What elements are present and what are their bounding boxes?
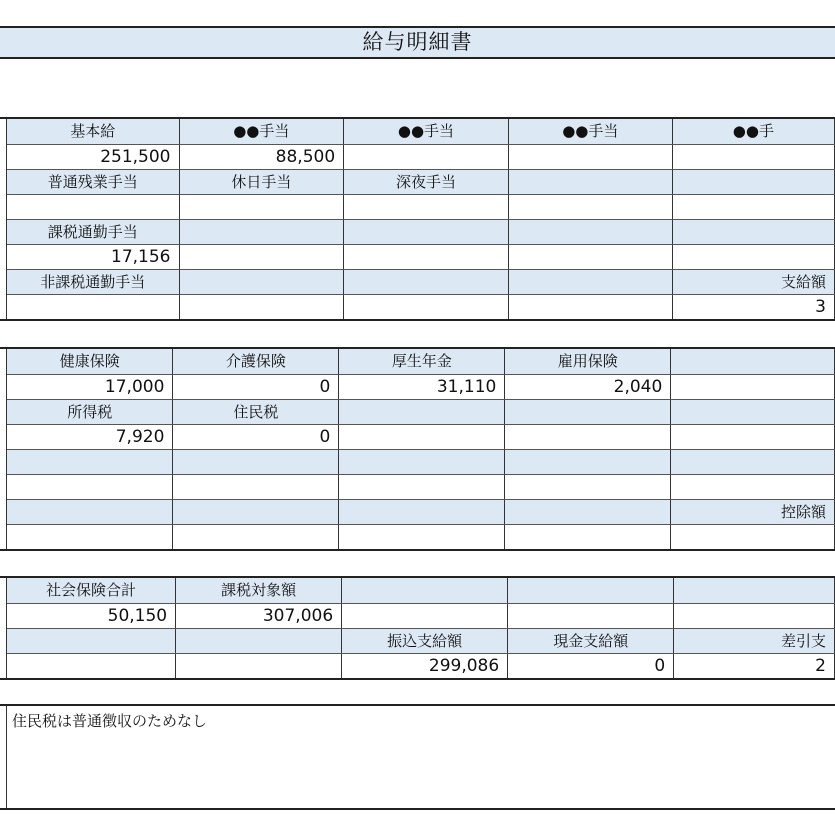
basic-salary-label: 基本給 [7,119,179,144]
payments-label-4-3 [344,269,509,294]
allowance-label-4: ●●手 [672,119,834,144]
payments-label-2-4 [508,169,672,194]
deductions-section [0,347,835,551]
deductions-header-row-3 [7,449,835,474]
payments-header-row-2 [7,169,835,194]
employment-insurance-value: 2,040 [505,374,671,399]
payments-value-row-1 [7,144,835,169]
deductions-header-row-1 [7,349,835,374]
deductions-value-row-2 [7,424,835,449]
deductions-header-row-2 [7,399,835,424]
payments-header-row-3 [7,219,835,244]
payments-value-row-3 [7,244,835,269]
deductions-label-3-2 [173,449,339,474]
payments-label-3-5 [672,219,834,244]
taxable-commute-value: 17,156 [7,244,179,269]
deductions-label-3-3 [339,449,505,474]
summary-value-row-2 [7,653,835,678]
deductions-value-4-4 [505,524,671,549]
payments-value-row-4 [7,294,835,319]
deductions-value-2-3 [339,424,505,449]
deductions-label-4-4 [505,499,671,524]
deductions-value-3-2 [173,474,339,499]
payments-section [0,117,835,321]
total-payment-value: 3 [672,294,834,319]
nontaxable-commute-value [7,294,179,319]
employment-insurance-label: 雇用保険 [505,349,671,374]
deductions-value-3-5 [671,474,835,499]
payments-label-3-3 [344,219,509,244]
payments-label-3-4 [508,219,672,244]
summary-value-2-2 [176,653,342,678]
deductions-label-2-3 [339,399,505,424]
summary-value-1-3 [342,603,508,628]
summary-label-1-5 [674,578,835,603]
payments-value-4-3 [344,294,509,319]
document-title: 給与明細書 [0,26,835,59]
nursing-insurance-value: 0 [173,374,339,399]
remarks-box [0,704,835,810]
allowance-label-2: ●●手当 [344,119,509,144]
social-insurance-total-value: 50,150 [7,603,176,628]
payments-value-2-4 [508,194,672,219]
resident-tax-label: 住民税 [173,399,339,424]
payments-value-3-3 [344,244,509,269]
deductions-label-4-3 [339,499,505,524]
taxable-amount-value: 307,006 [176,603,342,628]
resident-tax-value: 0 [173,424,339,449]
summary-value-row-1 [7,603,835,628]
night-allowance-value [344,194,509,219]
taxable-amount-label: 課税対象額 [176,578,342,603]
deductions-value-row-3 [7,474,835,499]
allowance-label-3: ●●手当 [508,119,672,144]
payments-value-3-5 [672,244,834,269]
payments-label-4-2 [179,269,344,294]
payments-value-3-4 [508,244,672,269]
payments-header-row-4 [7,269,835,294]
summary-header-row-2 [7,628,835,653]
summary-section [0,576,835,680]
summary-label-2-1 [7,628,176,653]
allowance-value-1: 88,500 [179,144,344,169]
income-tax-value: 7,920 [7,424,173,449]
deductions-value-4-3 [339,524,505,549]
allowance-value-2 [344,144,509,169]
summary-table [7,578,835,678]
payments-value-4-2 [179,294,344,319]
pension-value: 31,110 [339,374,505,399]
nontaxable-commute-label: 非課税通勤手当 [7,269,179,294]
bank-transfer-value: 299,086 [342,653,508,678]
deductions-value-row-1 [7,374,835,399]
net-pay-value: 2 [674,653,835,678]
allowance-value-4 [672,144,834,169]
summary-header-row-1 [7,578,835,603]
deductions-value-row-4 [7,524,835,549]
payments-value-4-4 [508,294,672,319]
deductions-table [7,349,835,549]
payments-table [7,119,835,319]
deductions-value-2-4 [505,424,671,449]
total-deduction-value [671,524,835,549]
summary-label-1-3 [342,578,508,603]
summary-value-2-1 [7,653,176,678]
payments-label-4-4 [508,269,672,294]
income-tax-label: 所得税 [7,399,173,424]
health-insurance-value: 17,000 [7,374,173,399]
cash-payment-label: 現金支給額 [508,628,674,653]
bank-transfer-label: 振込支給額 [342,628,508,653]
deductions-label-1-5 [671,349,835,374]
deductions-label-2-4 [505,399,671,424]
payments-label-3-2 [179,219,344,244]
social-insurance-total-label: 社会保険合計 [7,578,176,603]
deductions-label-4-2 [173,499,339,524]
payments-header-row-1 [7,119,835,144]
total-deduction-label: 控除額 [671,499,835,524]
deductions-label-2-5 [671,399,835,424]
taxable-commute-label: 課税通勤手当 [7,219,179,244]
deductions-value-4-1 [7,524,173,549]
deductions-value-4-2 [173,524,339,549]
payments-value-row-2 [7,194,835,219]
summary-label-1-4 [508,578,674,603]
summary-value-1-4 [508,603,674,628]
nursing-insurance-label: 介護保険 [173,349,339,374]
holiday-allowance-value [179,194,344,219]
deductions-value-3-3 [339,474,505,499]
deductions-label-3-4 [505,449,671,474]
total-payment-label: 支給額 [672,269,834,294]
net-pay-label: 差引支 [674,628,835,653]
deductions-value-3-4 [505,474,671,499]
allowance-value-3 [508,144,672,169]
payments-value-3-2 [179,244,344,269]
health-insurance-label: 健康保険 [7,349,173,374]
overtime-value [7,194,179,219]
payments-value-2-5 [672,194,834,219]
remarks-text: 住民税は普通徴収のためなし [12,712,208,730]
deductions-value-1-5 [671,374,835,399]
holiday-allowance-label: 休日手当 [179,169,344,194]
deductions-value-2-5 [671,424,835,449]
payments-label-2-5 [672,169,834,194]
overtime-label: 普通残業手当 [7,169,179,194]
deductions-label-4-1 [7,499,173,524]
deductions-value-3-1 [7,474,173,499]
summary-value-1-5 [674,603,835,628]
allowance-label-1: ●●手当 [179,119,344,144]
summary-label-2-2 [176,628,342,653]
cash-payment-value: 0 [508,653,674,678]
deductions-header-row-4 [7,499,835,524]
night-allowance-label: 深夜手当 [344,169,509,194]
pension-label: 厚生年金 [339,349,505,374]
basic-salary-value: 251,500 [7,144,179,169]
deductions-label-3-5 [671,449,835,474]
deductions-label-3-1 [7,449,173,474]
